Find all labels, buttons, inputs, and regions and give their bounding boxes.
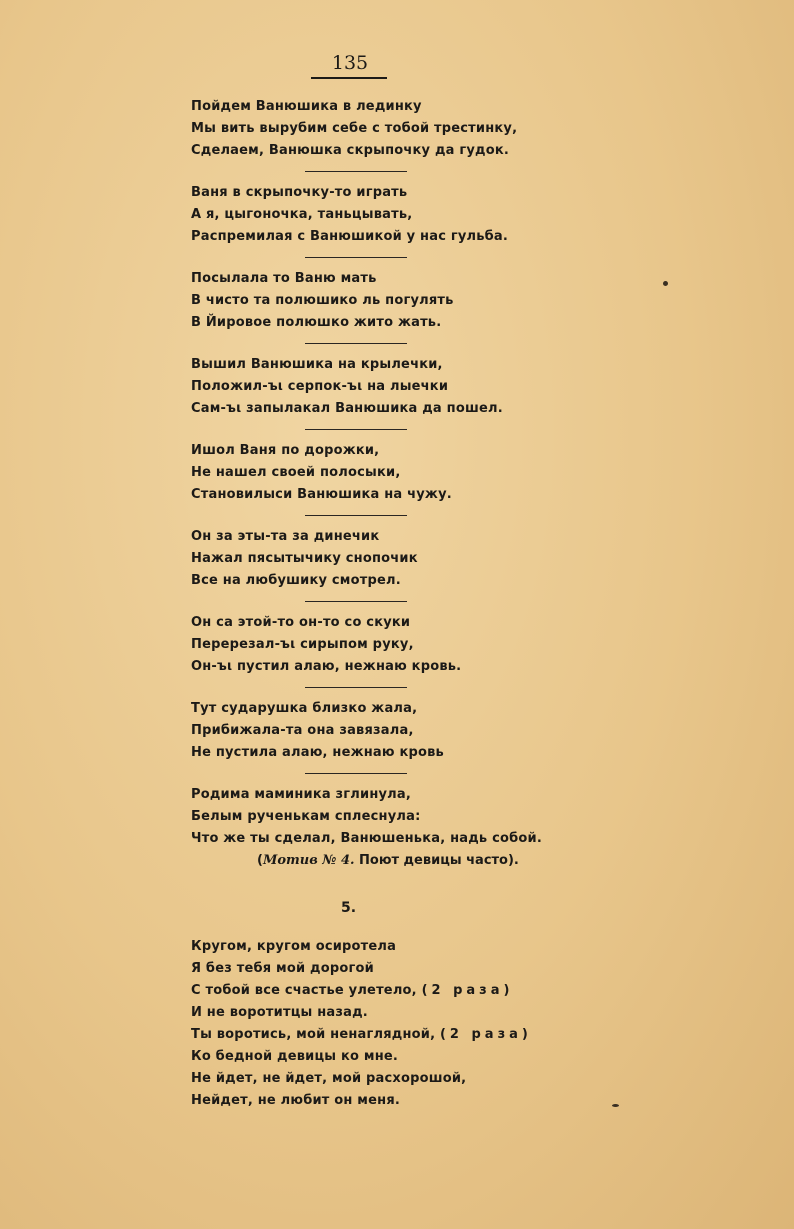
tune-note xyxy=(257,850,611,872)
song-5 xyxy=(191,936,611,1112)
verse-line: Вышил Ванюшика на крылечки, xyxy=(191,357,443,372)
stanza xyxy=(191,784,611,850)
page-number-rule xyxy=(311,77,387,79)
verse-line: Мы вить вырубим себе с тобой трестинку, xyxy=(191,121,518,136)
verse-line: Нажал пясытычику снопочик xyxy=(191,551,418,566)
verse-text: Ты воротись, мой ненаглядной, xyxy=(191,1027,436,1042)
verse-line: И не воротитцы назад. xyxy=(191,1005,368,1020)
verse-line: Сам-ъι запылакал Ванюшика да пошел. xyxy=(191,401,503,416)
note-open: ( xyxy=(257,853,263,868)
stanza xyxy=(191,268,611,334)
stanza-separator xyxy=(305,601,407,602)
paper-speck xyxy=(663,281,668,286)
verse-line: Все на любушику смотрел. xyxy=(191,573,401,588)
stanza-separator xyxy=(305,257,407,258)
stanza xyxy=(191,354,611,420)
verse-line: Не пустила алаю, нежнаю кровь xyxy=(191,745,444,760)
verse-line: А я, цыгоночка, таньцывать, xyxy=(191,207,413,222)
verse-line: Нейдет, не любит он меня. xyxy=(191,1093,401,1108)
stanza xyxy=(191,96,611,162)
note-motive: Мотив № 4. xyxy=(262,853,355,868)
verse-line: Посылала то Ваню мать xyxy=(191,271,377,286)
verse-line: Перерезал-ъι сирыпом руку, xyxy=(191,637,414,652)
stanza-separator xyxy=(305,773,407,774)
verse-line: Тут сударушка близко жала, xyxy=(191,701,418,716)
verse-line: Не нашел своей полосыки, xyxy=(191,465,401,480)
poem xyxy=(191,96,611,1112)
stanza xyxy=(191,526,611,592)
section-number: 5. xyxy=(341,900,357,916)
verse-line: Не йдет, не йдет, мой расхорошой, xyxy=(191,1071,467,1086)
verse-line: Распремилая с Ванюшикой у нас гульба. xyxy=(191,229,509,244)
stanza-separator xyxy=(305,687,407,688)
page-number: 135 xyxy=(331,52,369,74)
note-text: Поют девицы часто). xyxy=(354,853,519,868)
verse-line: Он-ъι пустил алаю, нежнаю кровь. xyxy=(191,659,462,674)
stanza xyxy=(191,440,611,506)
verse-line: Ко бедной девицы ко мне. xyxy=(191,1049,399,1064)
verse-line: Прибижала-та она завязала, xyxy=(191,723,414,738)
verse-line: В Йировое полюшко жито жать. xyxy=(191,315,442,330)
verse-line: Сделаем, Ванюшка скрыпочку да гудок. xyxy=(191,143,509,158)
verse-line: Ишол Ваня по дорожки, xyxy=(191,443,380,458)
verse-line: Что же ты сделал, Ванюшенька, надь собой. xyxy=(191,831,542,846)
stanza xyxy=(191,698,611,764)
verse-line: Пойдем Ванюшика в лединку xyxy=(191,99,422,114)
verse-line: Положил-ъι серпок-ъι на лыечки xyxy=(191,379,449,394)
verse-line: Он са этой-то он-то со скуки xyxy=(191,615,411,630)
stanza-separator xyxy=(305,343,407,344)
verse-line xyxy=(191,980,611,1002)
verse-line: В чисто та полюшико ль погулять xyxy=(191,293,454,308)
stanza xyxy=(191,612,611,678)
stanza-list xyxy=(191,96,611,850)
verse-line: Родима маминика зглинула, xyxy=(191,787,412,802)
stanza xyxy=(191,182,611,248)
stanza-separator xyxy=(305,429,407,430)
verse-line: Кругом, кругом осиротела xyxy=(191,939,397,954)
stanza-separator xyxy=(305,171,407,172)
paper-speck xyxy=(612,1104,619,1107)
stanza-separator xyxy=(305,515,407,516)
repeat-mark: (2 раза) xyxy=(421,983,514,998)
verse-line: Он за эты-та за динечик xyxy=(191,529,380,544)
verse-line: Становилыси Ванюшика на чужу. xyxy=(191,487,452,502)
repeat-mark: (2 раза) xyxy=(439,1027,532,1042)
verse-line: Белым рученькам сплеснула: xyxy=(191,809,421,824)
verse-line xyxy=(191,1024,611,1046)
verse-text: С тобой все счастье улетело, xyxy=(191,983,417,998)
verse-line: Я без тебя мой дорогой xyxy=(191,961,374,976)
verse-line: Ваня в скрыпочку-то играть xyxy=(191,185,408,200)
